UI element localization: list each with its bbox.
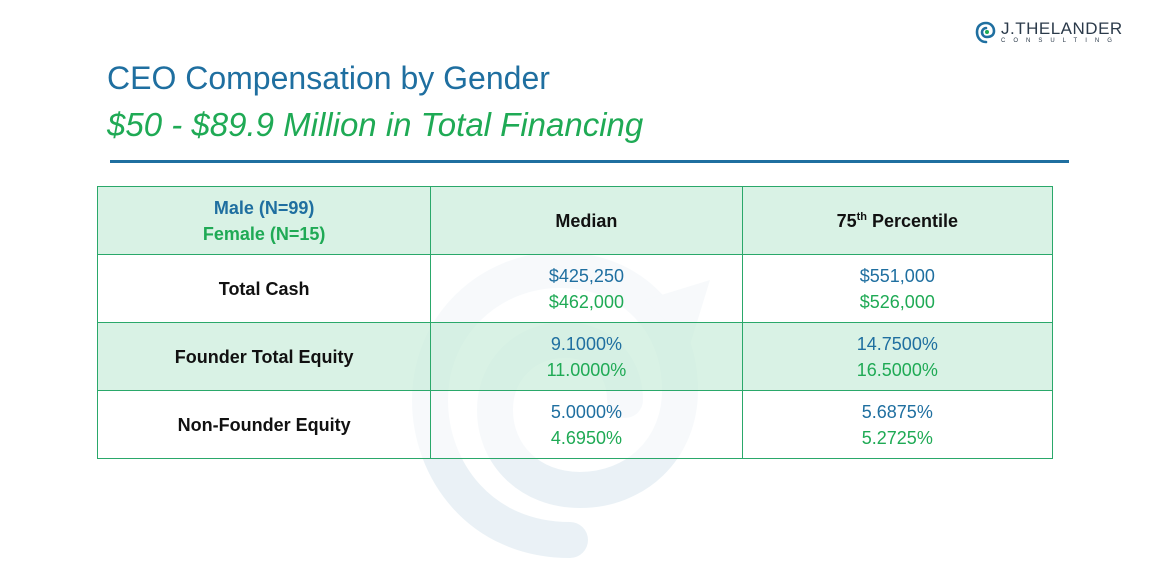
- value-male: $551,000: [859, 265, 935, 286]
- cell-non-founder-equity-median: [431, 391, 742, 459]
- value-female: 16.5000%: [856, 359, 938, 380]
- percentile-word: Percentile: [866, 210, 959, 231]
- value-male: 5.6875%: [861, 401, 933, 422]
- spiral-logo-icon: [975, 20, 997, 44]
- value-female: 5.2725%: [861, 427, 933, 448]
- row-label-total-cash: Total Cash: [98, 255, 431, 323]
- logo-name: J.THELANDER: [1001, 19, 1123, 38]
- page-subtitle: $50 - $89.9 Million in Total Financing: [107, 106, 644, 143]
- cell-founder-equity-75th: [742, 323, 1052, 391]
- company-logo: [975, 20, 1123, 44]
- table-row: [98, 391, 1053, 459]
- value-female: $526,000: [859, 291, 935, 312]
- cell-total-cash-median: [431, 255, 742, 323]
- percentile-suffix: th: [856, 210, 867, 223]
- column-header-median: Median: [431, 187, 742, 255]
- percentile-number: 75: [836, 210, 857, 231]
- legend-male: Male (N=99): [213, 197, 315, 218]
- cell-founder-equity-median: [431, 323, 742, 391]
- title-divider: [110, 160, 1069, 163]
- row-label-non-founder-equity: Non-Founder Equity: [98, 391, 431, 459]
- row-label-founder-total-equity: Founder Total Equity: [98, 323, 431, 391]
- value-female: $462,000: [548, 291, 624, 312]
- cell-total-cash-75th: [742, 255, 1052, 323]
- legend-cell: [98, 187, 431, 255]
- cell-non-founder-equity-75th: [742, 391, 1052, 459]
- column-header-75th-percentile: [742, 187, 1052, 255]
- table-row: [98, 255, 1053, 323]
- value-male: 5.0000%: [550, 401, 622, 422]
- page-title: CEO Compensation by Gender: [107, 60, 550, 96]
- value-male: 14.7500%: [856, 333, 938, 354]
- compensation-table: [97, 186, 1053, 459]
- value-female: 4.6950%: [550, 427, 622, 448]
- logo-tagline: CONSULTING: [1001, 38, 1120, 44]
- value-male: 9.1000%: [550, 333, 622, 354]
- value-male: $425,250: [548, 265, 624, 286]
- legend-female: Female (N=15): [202, 223, 326, 244]
- value-female: 11.0000%: [546, 359, 627, 380]
- table-row: [98, 323, 1053, 391]
- table-header-row: [98, 187, 1053, 255]
